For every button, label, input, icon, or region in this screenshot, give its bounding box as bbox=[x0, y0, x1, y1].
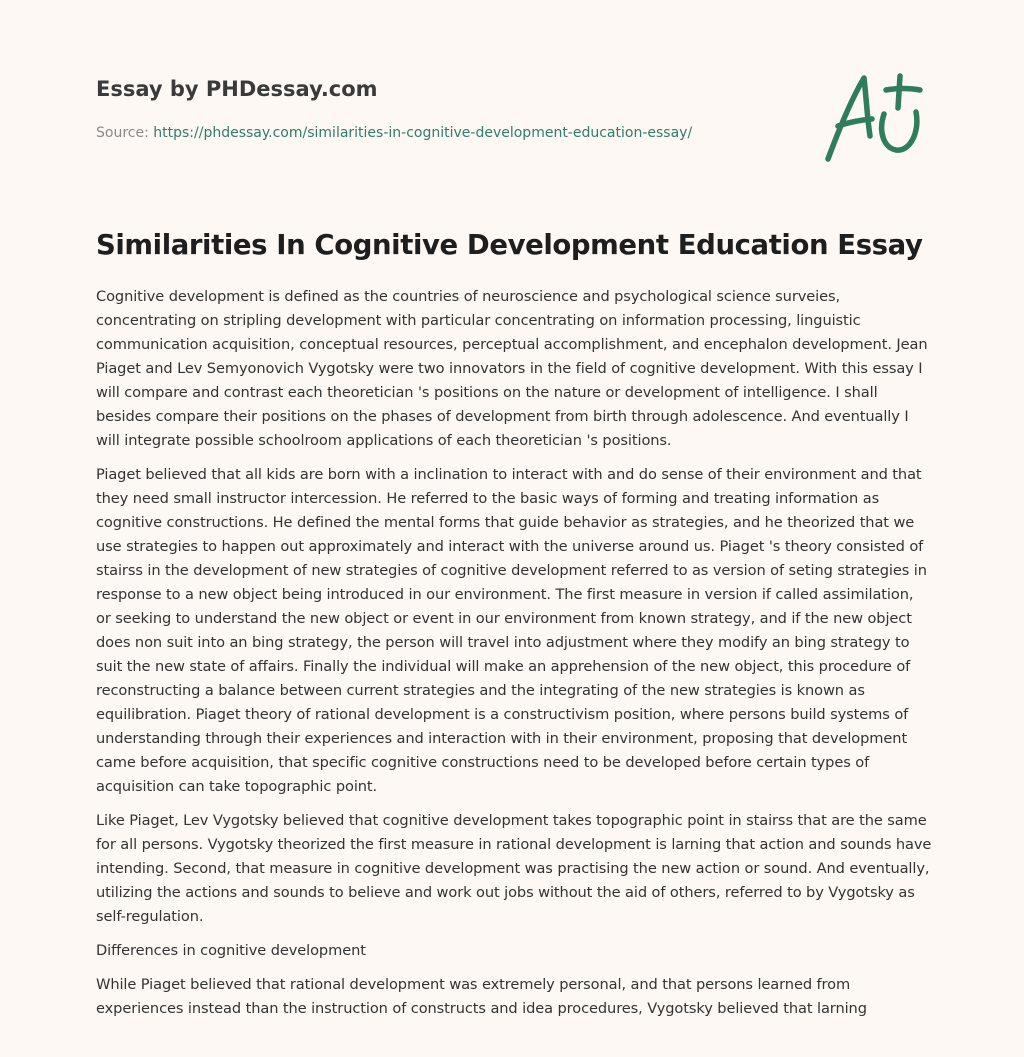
section-heading-differences: Differences in cognitive development bbox=[96, 942, 366, 959]
source-link[interactable]: https://phdessay.com/similarities-in-cognitive-development-education-essay/ bbox=[153, 125, 693, 141]
paragraph-intro: Cognitive development is defined as the countries of neuroscience and psychological science surveies, concentrating on stripling development with particular concentrating on information processing, linguistic communication acquisition, conceptual resources, perceptual accomplishment, and encephalon development. Jean Piaget and Lev Semyonovich Vygotsky were two innovators in the field of cognitive development. With this essay I will compare and contrast each theoretician 's positions on the nature or development of intelligence. I shall besides compare their positions on the phases of development from birth through adolescence. And eventually I will integrate possible schoolroom applications of each theoretician 's positions. bbox=[96, 288, 928, 449]
source-label: Source: bbox=[96, 125, 154, 141]
essay-title: Similarities In Cognitive Development Education Essay bbox=[96, 229, 923, 261]
a-plus-logo-icon bbox=[820, 66, 930, 166]
site-title: Essay by PHDessay.com bbox=[96, 77, 378, 101]
paragraph-vygotsky: Like Piaget, Lev Vygotsky believed that cognitive development takes topographic point in stairss that are the same for all persons. Vygotsky theorized the first measure in rational development is larning that action and sounds have intending. Second, that measure in cognitive development was practising the new action or sound. And eventually, utilizing the actions and sounds to believe and work out jobs without the aid of others, referred to by Vygotsky as self-regulation. bbox=[96, 812, 932, 925]
page-header bbox=[96, 74, 796, 143]
paragraph-piaget: Piaget believed that all kids are born with a inclination to interact with and do sense of their environment and that they need small instructor intercession. He referred to the basic ways of forming and treating information as cognitive constructions. He defined the mental forms that guide behavior as strategies, and he theorized that we use strategies to happen out approximately and interact with the universe around us. Piaget 's theory consisted of stairss in the development of new strategies of cognitive development referred to as version of seting strategies in response to a new object being introduced in our environment. The first measure in version if called assimilation, or seeking to understand the new object or event in our environment from known strategy, and if the new object does non suit into an bing strategy, the person will travel into adjustment where they modify an bing strategy to suit the new state of affairs. Finally the individual will make an apprehension of the new object, this procedure of reconstructing a balance between current strategies and the integrating of the new strategies is known as equilibration. Piaget theory of rational development is a constructivism position, where persons build systems of understanding through their experiences and interaction with in their environment, proposing that development came before acquisition, that specific cognitive constructions need to be developed before certain types of acquisition can take topographic point. bbox=[96, 466, 927, 795]
essay-body bbox=[96, 285, 932, 1031]
paragraph-differences: While Piaget believed that rational development was extremely personal, and that persons learned from experiences instead than the instruction of constructs and idea procedures, Vygotsky believed that larning bbox=[96, 976, 867, 1017]
source-line bbox=[96, 123, 796, 143]
